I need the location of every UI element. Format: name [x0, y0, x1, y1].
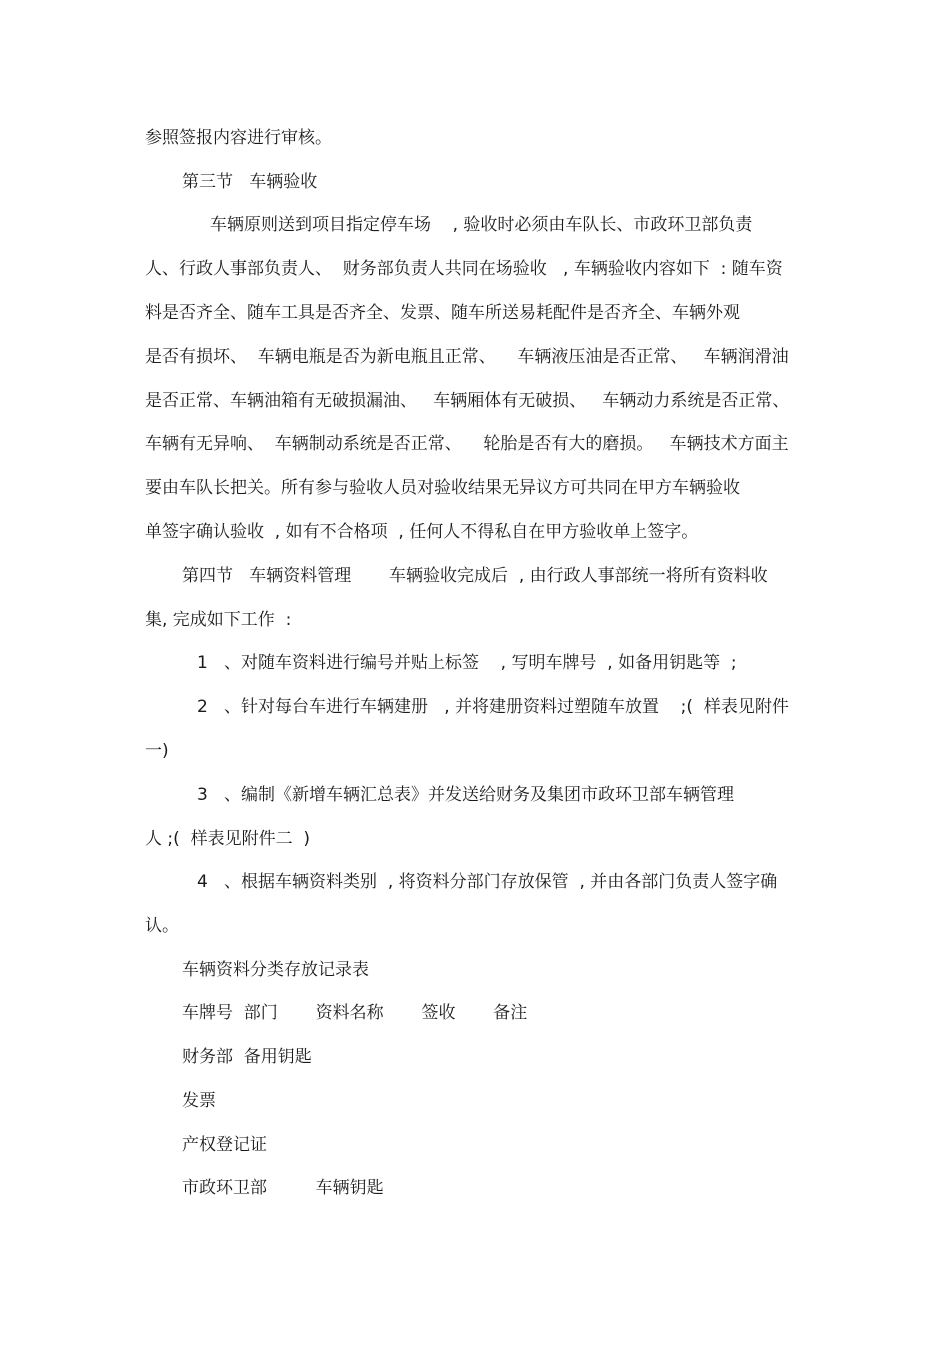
text-line: 人、行政人事部负责人、 财务部负责人共同在场验收 , 车辆验收内容如下 : 随车资 — [145, 259, 783, 279]
table-row: 产权登记证 — [182, 1135, 267, 1155]
text-line: 一) — [145, 741, 169, 761]
list-item: 2 、针对每台车进行车辆建册 , 并将建册资料过塑随车放置 ;( 样表见附件 — [197, 697, 789, 717]
text-line: 是否有损坏、 车辆电瓶是否为新电瓶且正常、 车辆液压油是否正常、 车辆润滑油 — [145, 347, 789, 367]
text-line: 人 ;( 样表见附件二 ) — [145, 829, 311, 849]
table-header: 车牌号 部门 资料名称 签收 备注 — [182, 1003, 528, 1023]
text-line: 车辆原则送到项目指定停车场 , 验收时必须由车队长、市政环卫部负责 — [210, 215, 753, 235]
text-line: 车辆有无异响、 车辆制动系统是否正常、 轮胎是否有大的磨损。 车辆技术方面主 — [145, 434, 789, 454]
text-line: 参照签报内容进行审核。 — [145, 128, 332, 148]
section-heading: 第四节 车辆资料管理 车辆验收完成后 , 由行政人事部统一将所有资料收 — [182, 566, 768, 586]
text-line: 单签字确认验收 , 如有不合格项 , 任何人不得私自在甲方验收单上签字。 — [145, 522, 699, 542]
text-line: 是否正常、车辆油箱有无破损漏油、 车辆厢体有无破损、 车辆动力系统是否正常、 — [145, 391, 790, 411]
text-line: 集, 完成如下工作 : — [145, 610, 292, 630]
text-line: 要由车队长把关。所有参与验收人员对验收结果无异议方可共同在甲方车辆验收 — [145, 478, 740, 498]
list-item: 1 、对随车资料进行编号并贴上标签 , 写明车牌号 , 如备用钥匙等 ; — [197, 653, 737, 673]
list-item: 3 、编制《新增车辆汇总表》并发送给财务及集团市政环卫部车辆管理 — [197, 785, 735, 805]
table-title: 车辆资料分类存放记录表 — [182, 960, 369, 980]
list-item: 4 、根据车辆资料类别 , 将资料分部门存放保管 , 并由各部门负责人签字确 — [197, 872, 778, 892]
table-row: 发票 — [182, 1091, 216, 1111]
text-line: 认。 — [145, 916, 179, 936]
section-heading: 第三节 车辆验收 — [182, 172, 318, 192]
text-line: 料是否齐全、随车工具是否齐全、发票、随车所送易耗配件是否齐全、车辆外观 — [145, 303, 740, 323]
table-row: 市政环卫部 车辆钥匙 — [182, 1178, 384, 1198]
table-row: 财务部 备用钥匙 — [182, 1047, 312, 1067]
